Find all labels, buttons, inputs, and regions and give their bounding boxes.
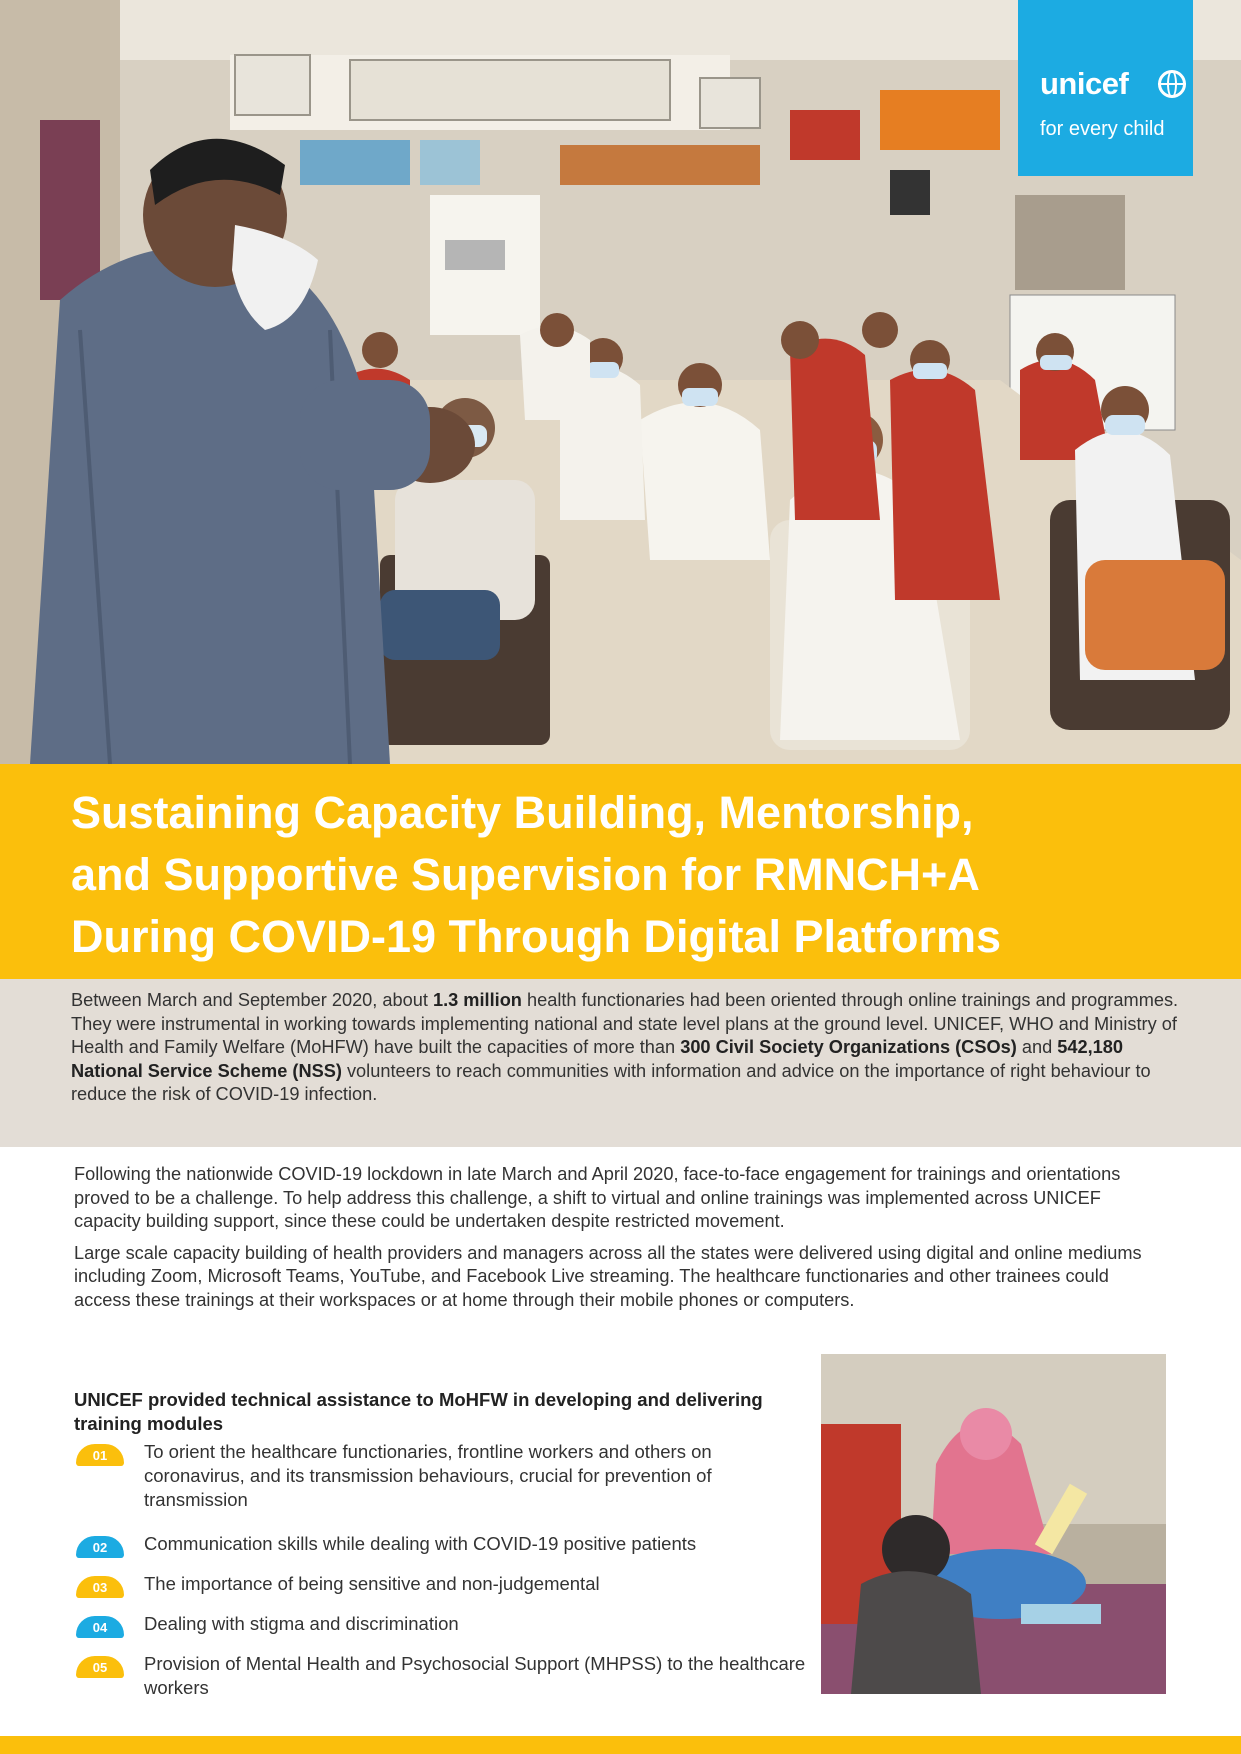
logo-wordmark: unicef [1040, 66, 1129, 101]
list-heading: UNICEF provided technical assistance to MoHFW in developing and delivering training modules [74, 1389, 763, 1434]
list-item-text: Provision of Mental Health and Psychosocial Support (MHPSS) to the healthcare workers [144, 1653, 806, 1698]
side-photo [821, 1354, 1166, 1694]
number-badge: 03 [76, 1576, 124, 1598]
list-item-text: Communication skills while dealing with COVID-19 positive patients [144, 1533, 697, 1554]
number-badge: 05 [76, 1656, 124, 1678]
globe-icon [1158, 70, 1186, 98]
number-badge: 02 [76, 1536, 124, 1558]
number-badge: 04 [76, 1616, 124, 1638]
unicef-logo [1018, 0, 1193, 176]
title-line-1: Sustaining Capacity Building, Mentorship, [71, 787, 974, 838]
number-badge: 01 [76, 1444, 124, 1466]
intro-highlight-3: 542,180 National Service Scheme (NSS) [71, 1037, 1123, 1081]
intro-text-4: volunteers to reach communities with information and advice on the importance of right behaviour to reduce the risk of COVID-19 infection. [71, 1060, 1151, 1104]
intro-highlight-1: 1.3 million [432, 990, 522, 1010]
title-line-3: During COVID-19 Through Digital Platforms [71, 911, 1002, 962]
body-paragraph-1: Following the nationwide COVID-19 lockdown in late March and April 2020, face-to-face engagement for trainings and orientations proved to be a challenge. To help address this challenge, a shift to virtual and online trainings was implemented across UNICEF capacity building support, since these could be undertaken despite restricted movement. [74, 1164, 1121, 1231]
page-title [71, 782, 1191, 968]
intro-text-1: Between March and September 2020, about [71, 990, 433, 1010]
title-line-2: and Supportive Supervision for RMNCH+A [71, 849, 980, 900]
logo-tagline: for every child [1040, 118, 1165, 140]
list-item-text: The importance of being sensitive and non-judgemental [144, 1573, 600, 1594]
body-paragraph-2: Large scale capacity building of health providers and managers across all the states were delivered using digital and online mediums including Zoom, Microsoft Teams, YouTube, and Facebook Live streaming. The healthcare functionaries and other trainees could access these trainings at their workspaces or at home through their mobile phones or computers. [74, 1242, 1142, 1310]
list-item-text: Dealing with stigma and discrimination [144, 1613, 459, 1634]
hero-photo [0, 0, 1241, 764]
side-photo-illustration [821, 1354, 1166, 1694]
body-section [74, 1163, 1154, 1320]
intro-text-3: and [1016, 1037, 1058, 1057]
list-item-text: To orient the healthcare functionaries, frontline workers and others on coronavirus, and its transmission behaviours, crucial for prevention of transmission [144, 1441, 712, 1510]
intro-highlight-2: 300 Civil Society Organizations (CSOs) [680, 1037, 1017, 1057]
intro-text-2: health functionaries had been oriented through online trainings and programmes. They were instrumental in working towards implementing national and state level plans at the ground level. UNICEF, WHO and Ministry of Health and Family Welfare (MoHFW) have built the capacities of more than [71, 990, 1179, 1057]
intro-paragraph [71, 989, 1186, 1107]
title-band [0, 764, 1241, 979]
bottom-bar [0, 1736, 1241, 1754]
intro-section [0, 979, 1241, 1147]
